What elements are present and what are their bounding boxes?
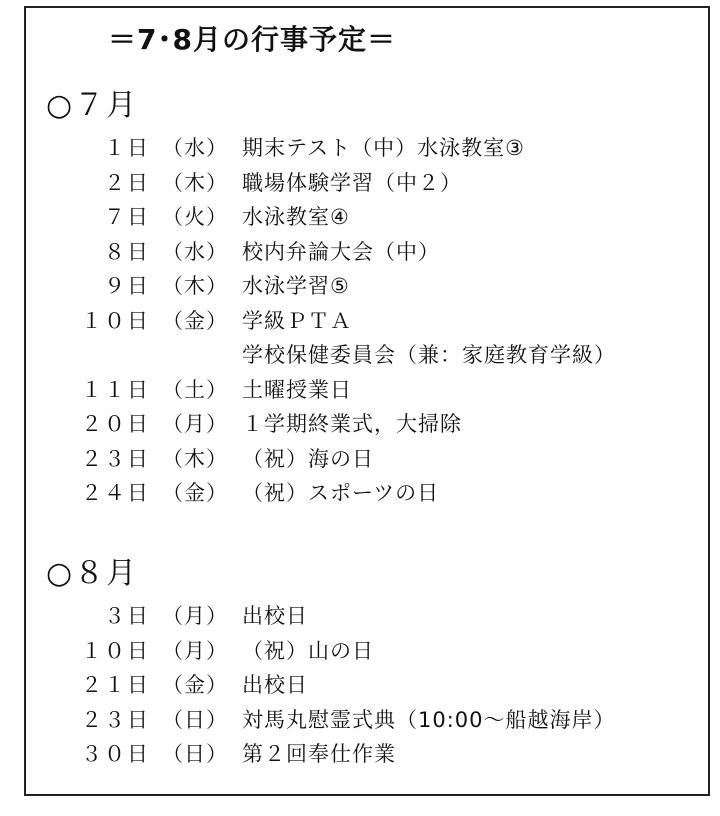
event-weekday: （金） (162, 673, 228, 698)
event-name: 対馬丸慰霊式典（10:00～船越海岸） (242, 707, 616, 732)
list-item (50, 736, 690, 771)
list-item (50, 702, 690, 737)
july-schedule-list (50, 130, 690, 510)
event-weekday: （木） (162, 274, 228, 299)
event-weekday: （金） (162, 308, 228, 333)
event-date: １０日 (81, 308, 150, 333)
event-weekday: （水） (162, 136, 228, 161)
event-date: ９日 (104, 274, 150, 299)
event-weekday: （月） (162, 638, 228, 663)
list-item (50, 130, 690, 165)
list-item (50, 598, 690, 633)
event-date: ３日 (104, 604, 150, 629)
event-name: 水泳教室④ (242, 205, 350, 230)
event-weekday: （日） (162, 742, 228, 767)
event-date: ２３日 (81, 446, 150, 471)
event-weekday: （金） (162, 481, 228, 506)
event-weekday: （木） (162, 446, 228, 471)
event-name: 学級ＰＴＡ (242, 308, 352, 333)
event-date: １１日 (81, 377, 150, 402)
event-date: ２日 (104, 170, 150, 195)
event-date: １０日 (81, 638, 150, 663)
list-item (50, 165, 690, 200)
event-name: 土曜授業日 (242, 377, 352, 402)
list-item (50, 303, 690, 338)
list-item (50, 441, 690, 476)
event-date: １日 (104, 136, 150, 161)
event-date: ２４日 (81, 481, 150, 506)
page-title: ＝7･8月の行事予定＝ (108, 23, 396, 56)
event-name: （祝）山の日 (242, 638, 374, 663)
event-date: ８日 (104, 239, 150, 264)
event-name: 職場体験学習（中２） (242, 170, 462, 195)
event-date: ２０日 (81, 412, 150, 437)
event-date: ７日 (104, 205, 150, 230)
list-item (50, 199, 690, 234)
list-item (50, 372, 690, 407)
list-item (50, 667, 690, 702)
month-header-august: ○８月 (46, 556, 139, 591)
event-weekday: （火） (162, 205, 228, 230)
event-name: （祝）海の日 (242, 446, 374, 471)
event-name: （祝）スポーツの日 (242, 481, 440, 506)
august-schedule-list (50, 598, 690, 771)
event-name: 出校日 (242, 604, 308, 629)
list-item (50, 406, 690, 441)
event-date: ２１日 (81, 673, 150, 698)
event-weekday: （水） (162, 239, 228, 264)
event-weekday: （月） (162, 412, 228, 437)
event-weekday: （月） (162, 604, 228, 629)
event-name: 第２回奉仕作業 (242, 742, 396, 767)
event-weekday: （土） (162, 377, 228, 402)
list-item (50, 475, 690, 510)
event-name: 校内弁論大会（中） (242, 239, 440, 264)
event-weekday: （木） (162, 170, 228, 195)
list-item (50, 234, 690, 269)
list-item (50, 337, 690, 372)
event-name: 学校保健委員会（兼：家庭教育学級） (242, 343, 616, 368)
event-name: 期末テスト（中）水泳教室③ (242, 136, 525, 161)
event-date: ２３日 (81, 707, 150, 732)
event-name: 出校日 (242, 673, 308, 698)
event-name: 水泳学習⑤ (242, 274, 350, 299)
list-item (50, 633, 690, 668)
month-header-july: ○７月 (46, 88, 139, 123)
list-item (50, 268, 690, 303)
event-date: ３０日 (81, 742, 150, 767)
event-weekday: （日） (162, 707, 228, 732)
event-name: １学期終業式，大掃除 (242, 412, 462, 437)
